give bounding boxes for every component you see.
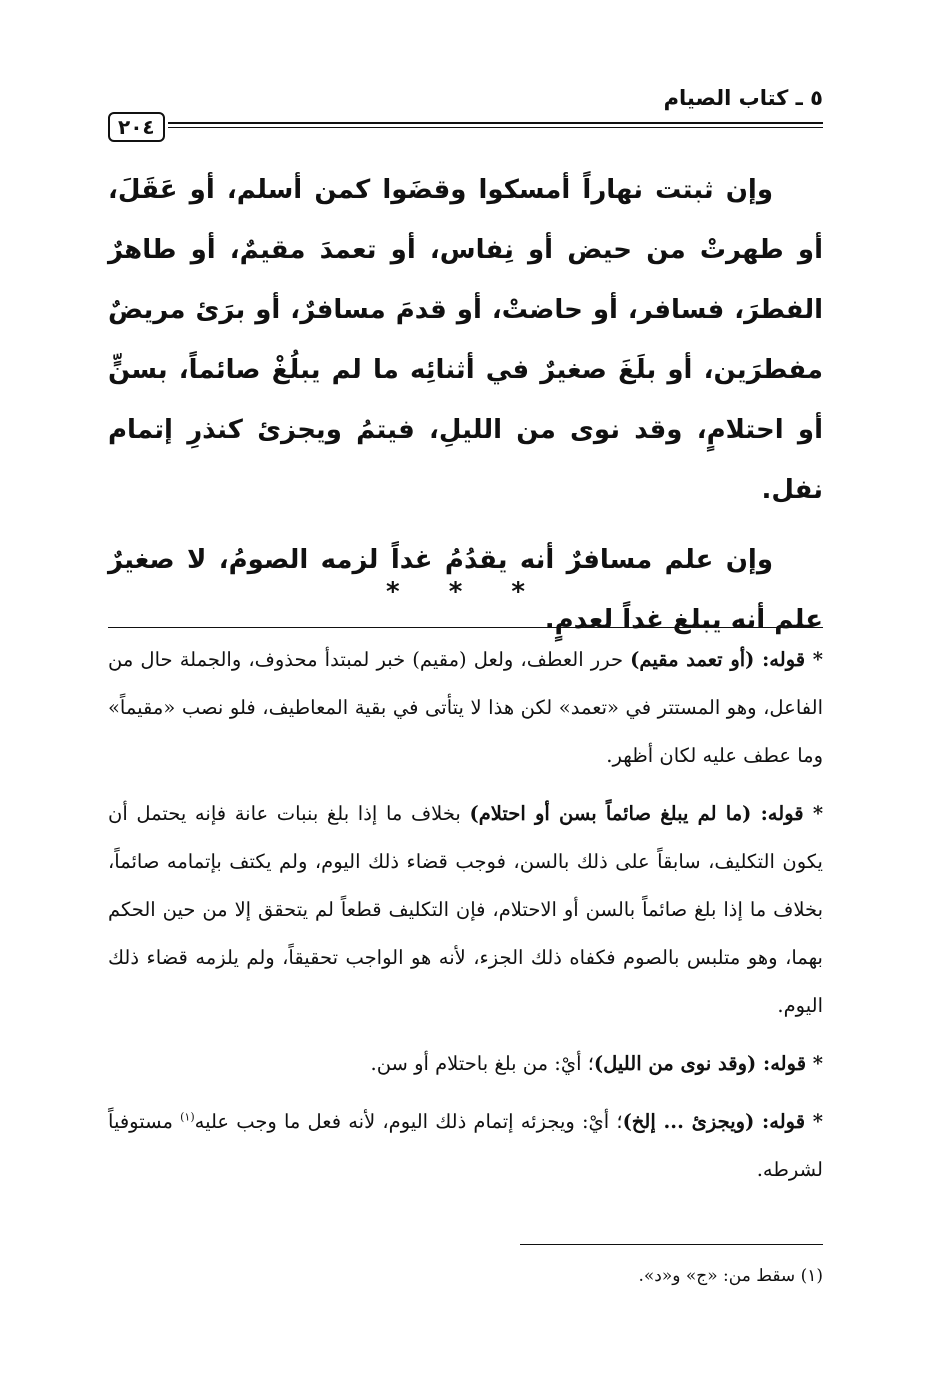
commentary-lead: * قوله: (أو تعمد مقيم) <box>630 648 823 671</box>
running-title: ٥ ـ كتاب الصيام <box>663 86 823 110</box>
footnote-divider <box>520 1244 823 1245</box>
commentary-paragraph <box>108 1040 823 1088</box>
footnote: (١) سقط من: «ج» و«د». <box>638 1266 823 1286</box>
commentary-divider <box>108 627 823 628</box>
commentary-text: بخلاف ما إذا بلغ بنبات عانة فإنه يحتمل أن يكون التكليف، سابقاً على ذلك بالسن، فوجب قضاء ذلك اليوم، ولم يكتف بإتمامه صائماً، بخلاف ما إذا بلغ صائماً بالسن أو الاحتلام، فإن التكليف قطعاً لم يتحقق إلا من حين الحكم بهما، وهو متلبس بالصوم فكفاه ذلك الجزء، لأنه هو الواجب تحقيقاً، ولم يلزمه قضاء ذلك اليوم. <box>108 802 823 1017</box>
header-rule <box>168 122 823 124</box>
commentary-text: ؛ أيْ: ويجزئه إتمام ذلك اليوم، لأنه فعل ما وجب عليه <box>194 1110 623 1133</box>
main-paragraph: وإن ثبتت نهاراً أمسكوا وقضَوا كمن أسلم، أو عَقَلَ، أو طهرتْ من حيض أو نِفاس، أو تعمدَ مقيمٌ، أو طاهرٌ الفطرَ، فسافر، أو حاضتْ، أو قدمَ مسافرٌ، أو برَئ مريضٌ مفطرَين، أو بلَغَ صغيرٌ في أثنائِه ما لم يبلُغْ صائماً، بسنٍّ أو احتلامٍ، وقد نوى من الليلِ، فيتمُ ويجزئ كنذرِ إتمام نفل. <box>108 175 823 505</box>
page-number: ٢٠٤ <box>108 112 165 142</box>
commentary-paragraph <box>108 1098 823 1194</box>
commentary-paragraph <box>108 636 823 780</box>
commentary-paragraph <box>108 790 823 1030</box>
commentary-text: ؛ أيْ: من بلغ باحتلام أو سن. <box>370 1052 594 1075</box>
page-header <box>108 86 823 146</box>
commentary-text: حرر العطف، ولعل (مقيم) خبر لمبتدأ محذوف، والجملة حال من الفاعل، وهو المستتر في «تعمد» لكن هذا لا يتأتى في بقية المعاطيف، فلو نصب «مقيماً» وما عطف عليه لكان أظهر. <box>108 648 823 767</box>
commentary-lead: * قوله: (ما لم يبلغ صائماً بسن أو احتلام) <box>469 802 824 825</box>
header-rule-thin <box>168 127 823 128</box>
footnote-marker[interactable]: (١) <box>180 1110 195 1124</box>
commentary-lead: * قوله: (ويجزئ ... إلخ) <box>622 1110 823 1133</box>
commentary-text: مستوفياً لشرطه. <box>108 1110 823 1181</box>
commentary <box>108 636 823 1204</box>
section-separator: * * * <box>386 577 545 607</box>
commentary-lead: * قوله: (وقد نوى من الليل) <box>593 1052 823 1075</box>
main-paragraph: وإن علم مسافرٌ أنه يقدُمُ غداً لزمه الصومُ، لا صغيرٌ علم أنه يبلغ غداً لعدمٍ. <box>108 545 823 635</box>
